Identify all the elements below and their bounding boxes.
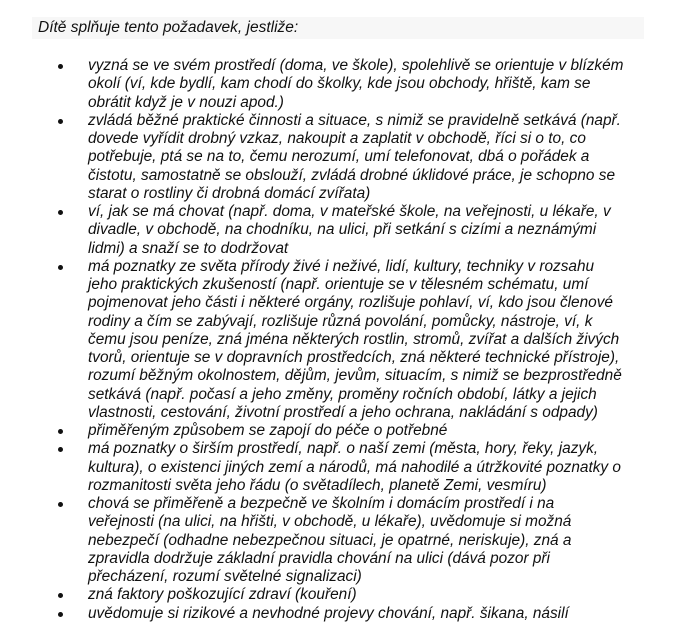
list-item-text: ví, jak se má chovat (např. doma, v mateřské škole, na veřejnosti, u lékaře, v divadle, v obchodě, na chodníku, na ulici, při setkání s cizími a neznámými lidmi) a snaží se to dodržovat: [88, 203, 611, 257]
list-item-text: má poznatky o širším prostředí, např. o naší zemi (města, hory, řeky, jazyk, kultura), o existenci jiných zemí a národů, má nahodilé a útržkovité poznatky o rozmanitosti světa jeho řádu (o světadílech, planetě Zemi, vesmíru): [88, 440, 621, 494]
list-item: [58, 57, 648, 112]
requirements-list: [58, 57, 648, 623]
list-item: [58, 203, 648, 258]
bullet-icon: [58, 265, 63, 270]
bullet-icon: [58, 447, 63, 452]
list-item: [58, 495, 648, 586]
list-item: [58, 440, 648, 495]
bullet-icon: [58, 593, 63, 598]
bullet-icon: [58, 502, 63, 507]
bullet-icon: [58, 119, 63, 124]
list-item-text: zvládá běžné praktické činnosti a situace, s nimiž se pravidelně setkává (např. dovede vyřídit drobný vzkaz, nakoupit a zaplatit v obchodě, říci si o to, co potřebuje, ptá se na to, čemu nerozumí, umí telefonovat, dbá o pořádek a čistotu, samostatně se obslouží, zvládá drobné úklidové práce, je schopno se starat o rostliny či drobná domácí zvířata): [88, 111, 621, 202]
list-item-text: zná faktory poškozující zdraví (kouření): [88, 586, 357, 604]
list-item: [58, 112, 648, 203]
list-item-text: přiměřeným způsobem se zapojí do péče o potřebné: [88, 422, 448, 439]
intro-heading: Dítě splňuje tento požadavek, jestliže:: [32, 17, 644, 39]
bullet-icon: [58, 612, 63, 617]
list-item: [58, 586, 648, 604]
list-item-text: chová se přiměřeně a bezpečně ve školním i domácím prostředí i na veřejnosti (na ulici, na hřišti, v obchodě, u lékaře), uvědomuje si možná nebezpečí (odhadne nebezpečnou situaci, je opatrné, neriskuje), zná a zpravidla dodržuje základní pravidla chování na ulici (dává pozor při přecházení, rozumí světelné signalizaci): [88, 495, 572, 585]
list-item-text: vyzná se ve svém prostředí (doma, ve škole), spolehlivě se orientuje v blízkém okolí (ví, kde bydlí, kam chodí do školky, kde jsou obchody, hřiště, kam se obrátit když je v nouzi apod.): [88, 57, 624, 111]
list-item-text: má poznatky ze světa přírody živé i neživé, lidí, kultury, techniky v rozsahu jeho praktických zkušeností (např. orientuje se v tělesném schématu, umí pojmenovat jeho části i některé orgány, rozlišuje pohlaví, ví, kdo jsou členové rodiny a čím se zabývají, rozlišuje různá povolání, pomůcky, nástroje, ví, k čemu jsou peníze, zná jména některých rostlin, stromů, zvířat a dalších živých tvorů, orientuje se v dopravních prostředcích, zná některé technické přístroje), rozumí běžným okolnostem, dějům, jevům, situacím, s nimiž se bezprostředně setkává (např. počasí a jeho změny, proměny ročních období, látky a jejich vlastnosti, cestování, životní prostředí a jeho ochrana, nakládání s odpady): [88, 257, 622, 421]
bullet-icon: [58, 64, 63, 69]
list-item: [58, 258, 648, 422]
bullet-icon: [58, 429, 63, 434]
list-item: [58, 605, 648, 623]
list-item-text: uvědomuje si rizikové a nevhodné projevy chování, např. šikana, násilí: [88, 604, 569, 622]
list-item: [58, 422, 648, 440]
bullet-icon: [58, 210, 63, 215]
